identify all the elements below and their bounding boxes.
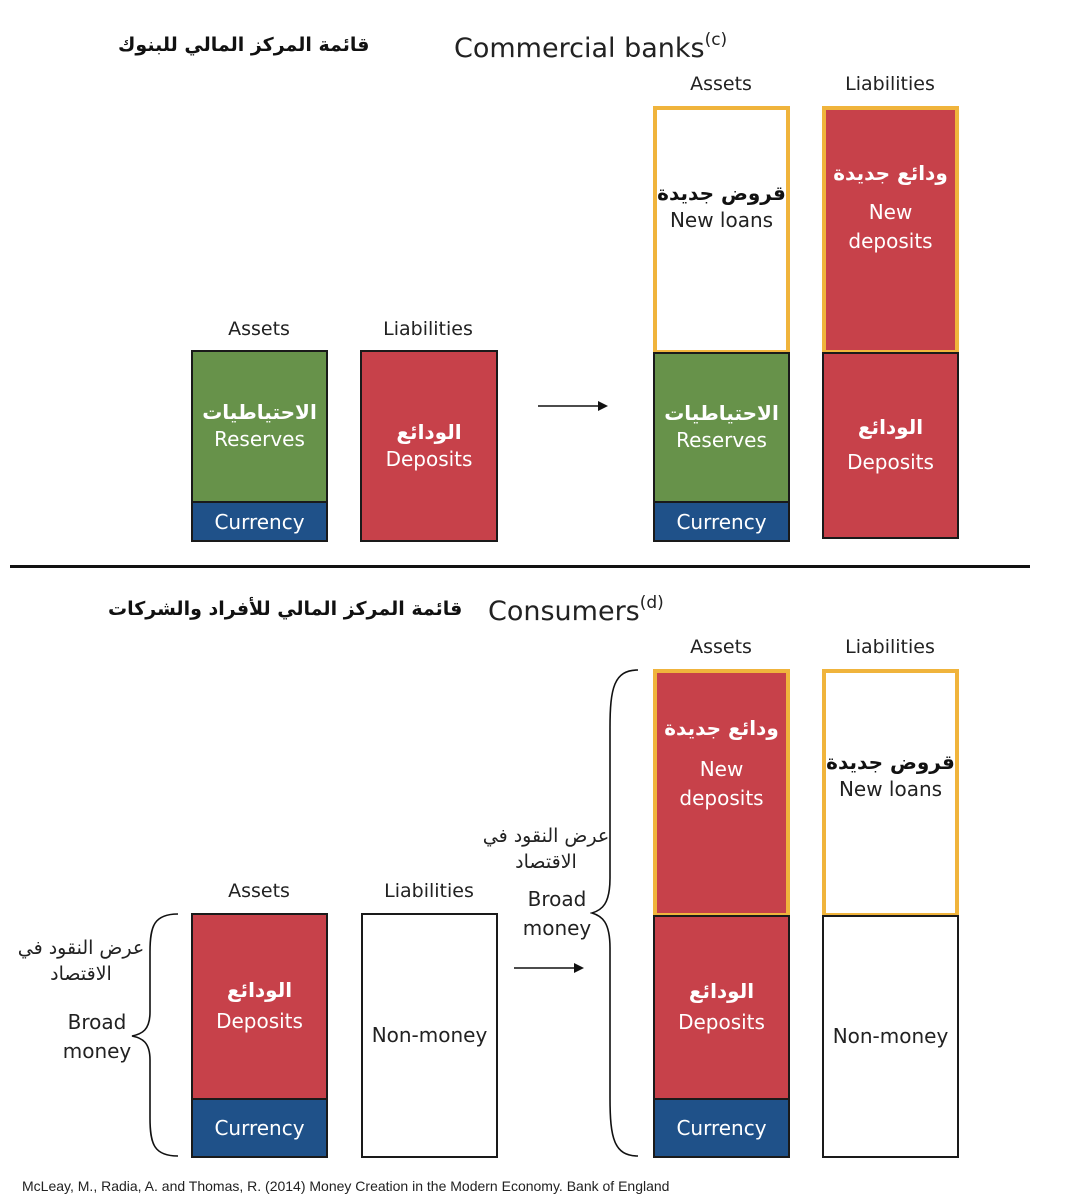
broad-money-arabic-line2: الاقتصاد [515, 850, 577, 873]
consumers-after-assets-label: Assets [690, 636, 752, 658]
consumers-before-currency-block [191, 1098, 328, 1158]
currency-label: Currency [676, 1116, 767, 1140]
banks-before-currency-block [191, 501, 328, 542]
consumers-title-note: (d) [639, 593, 664, 613]
consumers-after-non-money-block [822, 915, 959, 1158]
broad-money-line2: money [522, 916, 592, 940]
currency-label: Currency [214, 509, 305, 534]
currency-label: Currency [214, 1116, 305, 1140]
consumers-before-non-money-block [361, 913, 498, 1158]
banks-after-assets-label: Assets [690, 73, 752, 95]
broad-money-arabic-line1: عرض النقود في [482, 825, 610, 847]
consumers-transition-arrow-icon [512, 960, 586, 976]
deposits-arabic-label: الودائع [857, 415, 924, 439]
source-citation: McLeay, M., Radia, A. and Thomas, R. (2014) Money Creation in the Modern Economy. Bank of England [22, 1178, 670, 1194]
reserves-arabic-label: الاحتياطيات [202, 400, 317, 424]
consumers-title-text: Consumers [488, 596, 640, 627]
new-loans-label: New loans [669, 208, 774, 232]
consumers-arabic-title: قائمة المركز المالي للأفراد والشركات [108, 598, 463, 620]
deposits-label: Deposits [678, 1010, 765, 1034]
consumers-before-assets-label: Assets [228, 880, 290, 902]
deposits-arabic-label: الودائع [396, 419, 462, 444]
non-money-label: Non-money [371, 1023, 488, 1047]
broad-money-line1: Broad [67, 1010, 127, 1034]
deposits-label: Deposits [847, 450, 934, 474]
consumers-after-brace-icon [590, 668, 642, 1158]
broad-money-arabic-line1: عرض النقود في [17, 937, 145, 959]
broad-money-arabic-line2: الاقتصاد [50, 962, 112, 985]
section-divider [10, 565, 1030, 568]
reserves-label: Reserves [214, 427, 305, 451]
banks-title-text: Commercial banks [454, 33, 705, 64]
deposits-arabic-label: الودائع [688, 979, 755, 1003]
banks-transition-arrow-icon [536, 398, 610, 414]
deposits-arabic-label: الودائع [226, 978, 293, 1002]
consumers-before-liabilities-label: Liabilities [384, 880, 474, 902]
banks-before-liabilities-label: Liabilities [383, 318, 473, 340]
banks-before-deposits-block [360, 350, 498, 542]
new-deposits-label-line2: deposits [679, 786, 764, 810]
new-loans-label: New loans [838, 777, 943, 801]
consumers-after-new-loans-block [822, 669, 959, 917]
banks-before-assets-label: Assets [228, 318, 290, 340]
non-money-label: Non-money [832, 1024, 949, 1048]
currency-label: Currency [676, 509, 767, 534]
banks-section-title [454, 30, 727, 64]
banks-after-liabilities-label: Liabilities [845, 73, 935, 95]
banks-after-new-loans-block [653, 106, 790, 354]
consumers-before-deposits-block [191, 913, 328, 1100]
banks-after-new-deposits-block [822, 106, 959, 354]
deposits-label: Deposits [216, 1009, 303, 1033]
consumers-after-liabilities-label: Liabilities [845, 636, 935, 658]
new-deposits-arabic-label: ودائع جديدة [664, 716, 779, 740]
banks-title-note: (c) [704, 30, 728, 50]
banks-before-reserves-block [191, 350, 328, 503]
banks-after-currency-block [653, 501, 790, 542]
deposits-label: Deposits [385, 446, 473, 471]
consumers-after-new-deposits-block [653, 669, 790, 917]
banks-arabic-title: قائمة المركز المالي للبنوك [118, 34, 370, 56]
new-loans-arabic-label: قروض جديدة [657, 181, 786, 205]
consumers-after-currency-block [653, 1098, 790, 1158]
consumers-section-title [488, 593, 664, 627]
consumers-after-deposits-block [653, 915, 790, 1100]
banks-after-deposits-block [822, 352, 959, 539]
new-deposits-label-line1: New [868, 200, 913, 224]
reserves-arabic-label: الاحتياطيات [664, 401, 779, 425]
new-deposits-arabic-label: ودائع جديدة [833, 161, 948, 185]
banks-after-reserves-block [653, 352, 790, 503]
broad-money-line2: money [62, 1039, 132, 1063]
new-loans-arabic-label: قروض جديدة [826, 750, 955, 774]
new-deposits-label-line1: New [699, 757, 744, 781]
new-deposits-label-line2: deposits [848, 229, 933, 253]
reserves-label: Reserves [676, 428, 767, 452]
broad-money-line1: Broad [527, 887, 587, 911]
consumers-before-brace-icon [130, 912, 182, 1158]
